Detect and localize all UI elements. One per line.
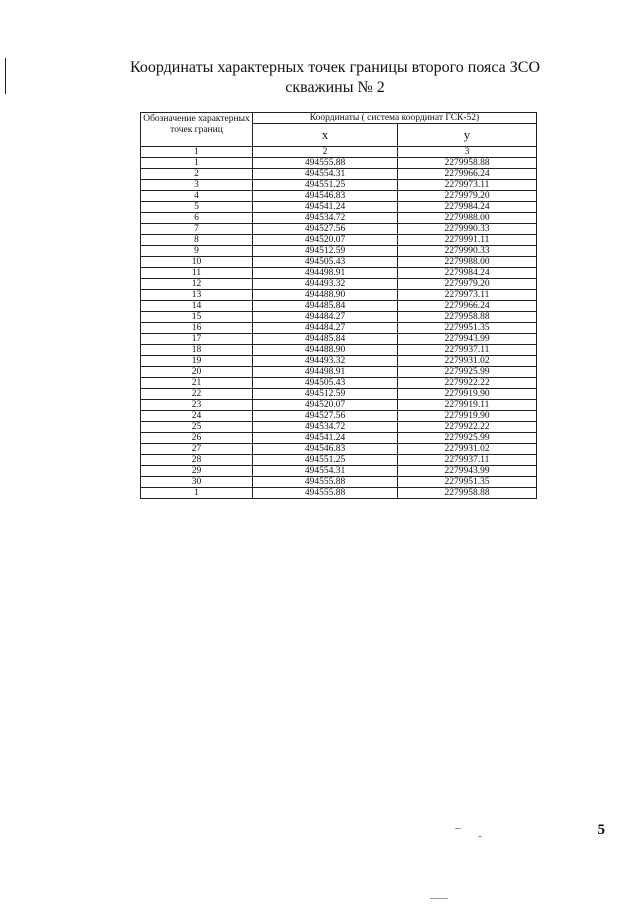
point-number-cell: 15	[141, 312, 253, 323]
x-coordinate-cell: 494520.07	[253, 235, 398, 246]
x-coordinate-cell: 494512.59	[253, 246, 398, 257]
title-line-2: скважины № 2	[285, 79, 385, 96]
table-row	[141, 367, 537, 378]
x-coordinate-cell: 494534.72	[253, 213, 398, 224]
y-coordinate-cell: 2279922.22	[398, 422, 537, 433]
point-number-cell: 13	[141, 290, 253, 301]
y-coordinate-cell: 2279937.11	[398, 345, 537, 356]
document-title	[120, 58, 550, 98]
y-coordinate-cell: 2279991.11	[398, 235, 537, 246]
point-number-cell: 2	[141, 169, 253, 180]
y-coordinate-cell: 2279979.20	[398, 279, 537, 290]
x-coordinate-cell: 494485.84	[253, 334, 398, 345]
point-number-cell: 20	[141, 367, 253, 378]
x-coordinate-cell: 494546.83	[253, 191, 398, 202]
point-number-cell: 7	[141, 224, 253, 235]
y-coordinate-cell: 2279958.88	[398, 488, 537, 499]
x-coordinate-cell: 494555.88	[253, 158, 398, 169]
table-row	[141, 158, 537, 169]
y-coordinate-cell: 2279979.20	[398, 191, 537, 202]
point-number-cell: 1	[141, 488, 253, 499]
table-row	[141, 488, 537, 499]
point-number-cell: 19	[141, 356, 253, 367]
x-coordinate-cell: 494488.90	[253, 345, 398, 356]
table-row	[141, 180, 537, 191]
table-row	[141, 477, 537, 488]
point-number-cell: 22	[141, 389, 253, 400]
point-number-cell: 30	[141, 477, 253, 488]
point-number-cell: 24	[141, 411, 253, 422]
y-coordinate-cell: 2279966.24	[398, 301, 537, 312]
header-coordinates: Координаты ( система координат ГСК-52)	[253, 113, 537, 124]
table-row	[141, 235, 537, 246]
scan-speck	[455, 828, 461, 829]
y-coordinate-cell: 2279931.02	[398, 356, 537, 367]
table-row	[141, 191, 537, 202]
x-coordinate-cell: 494527.56	[253, 411, 398, 422]
point-number-cell: 5	[141, 202, 253, 213]
column-number: 2	[253, 147, 398, 158]
header-y: y	[398, 124, 537, 147]
point-number-cell: 8	[141, 235, 253, 246]
table-row	[141, 323, 537, 334]
point-number-cell: 14	[141, 301, 253, 312]
y-coordinate-cell: 2279943.99	[398, 466, 537, 477]
table-row	[141, 334, 537, 345]
page-edge-mark	[5, 58, 6, 94]
y-coordinate-cell: 2279919.90	[398, 389, 537, 400]
y-coordinate-cell: 2279958.88	[398, 158, 537, 169]
table-row	[141, 389, 537, 400]
point-number-cell: 3	[141, 180, 253, 191]
y-coordinate-cell: 2279973.11	[398, 180, 537, 191]
point-number-cell: 16	[141, 323, 253, 334]
header-x: x	[253, 124, 398, 147]
y-coordinate-cell: 2279990.33	[398, 224, 537, 235]
y-coordinate-cell: 2279973.11	[398, 290, 537, 301]
y-coordinate-cell: 2279988.00	[398, 257, 537, 268]
x-coordinate-cell: 494520.07	[253, 400, 398, 411]
x-coordinate-cell: 494546.83	[253, 444, 398, 455]
point-number-cell: 1	[141, 158, 253, 169]
point-number-cell: 28	[141, 455, 253, 466]
table-row	[141, 257, 537, 268]
table-row	[141, 213, 537, 224]
y-coordinate-cell: 2279958.88	[398, 312, 537, 323]
point-number-cell: 18	[141, 345, 253, 356]
page-number: 5	[597, 822, 605, 838]
point-number-cell: 10	[141, 257, 253, 268]
x-coordinate-cell: 494512.59	[253, 389, 398, 400]
x-coordinate-cell: 494505.43	[253, 257, 398, 268]
y-coordinate-cell: 2279966.24	[398, 169, 537, 180]
point-number-cell: 11	[141, 268, 253, 279]
x-coordinate-cell: 494498.91	[253, 367, 398, 378]
point-number-cell: 6	[141, 213, 253, 224]
x-coordinate-cell: 494551.25	[253, 455, 398, 466]
table-row	[141, 466, 537, 477]
table-row	[141, 411, 537, 422]
x-coordinate-cell: 494484.27	[253, 323, 398, 334]
y-coordinate-cell: 2279919.11	[398, 400, 537, 411]
y-coordinate-cell: 2279990.33	[398, 246, 537, 257]
table-row	[141, 202, 537, 213]
table-row	[141, 301, 537, 312]
point-number-cell: 27	[141, 444, 253, 455]
point-number-cell: 29	[141, 466, 253, 477]
x-coordinate-cell: 494505.43	[253, 378, 398, 389]
table-row	[141, 455, 537, 466]
y-coordinate-cell: 2279984.24	[398, 268, 537, 279]
header-designation: Обозначение характерных точек границ	[141, 113, 253, 147]
point-number-cell: 12	[141, 279, 253, 290]
point-number-cell: 25	[141, 422, 253, 433]
table-row	[141, 279, 537, 290]
point-number-cell: 26	[141, 433, 253, 444]
table-row	[141, 378, 537, 389]
x-coordinate-cell: 494493.32	[253, 356, 398, 367]
scan-speck	[430, 898, 448, 899]
x-coordinate-cell: 494488.90	[253, 290, 398, 301]
y-coordinate-cell: 2279984.24	[398, 202, 537, 213]
x-coordinate-cell: 494554.31	[253, 169, 398, 180]
x-coordinate-cell: 494555.88	[253, 488, 398, 499]
x-coordinate-cell: 494534.72	[253, 422, 398, 433]
table-row	[141, 345, 537, 356]
column-number: 1	[141, 147, 253, 158]
point-number-cell: 4	[141, 191, 253, 202]
x-coordinate-cell: 494485.84	[253, 301, 398, 312]
table-row	[141, 356, 537, 367]
column-number-row	[141, 147, 537, 158]
y-coordinate-cell: 2279931.02	[398, 444, 537, 455]
y-coordinate-cell: 2279951.35	[398, 323, 537, 334]
scan-speck	[478, 836, 482, 837]
y-coordinate-cell: 2279925.99	[398, 433, 537, 444]
x-coordinate-cell: 494551.25	[253, 180, 398, 191]
table-row	[141, 268, 537, 279]
coordinates-table	[140, 112, 537, 499]
x-coordinate-cell: 494554.31	[253, 466, 398, 477]
x-coordinate-cell: 494555.88	[253, 477, 398, 488]
y-coordinate-cell: 2279943.99	[398, 334, 537, 345]
y-coordinate-cell: 2279922.22	[398, 378, 537, 389]
y-coordinate-cell: 2279919.90	[398, 411, 537, 422]
point-number-cell: 23	[141, 400, 253, 411]
point-number-cell: 17	[141, 334, 253, 345]
y-coordinate-cell: 2279951.35	[398, 477, 537, 488]
table-row	[141, 224, 537, 235]
y-coordinate-cell: 2279988.00	[398, 213, 537, 224]
table-row	[141, 290, 537, 301]
table-row	[141, 169, 537, 180]
x-coordinate-cell: 494541.24	[253, 433, 398, 444]
table-row	[141, 312, 537, 323]
x-coordinate-cell: 494498.91	[253, 268, 398, 279]
title-line-1: Координаты характерных точек границы второго пояса ЗСО	[129, 59, 541, 76]
column-number: 3	[398, 147, 537, 158]
table-row	[141, 400, 537, 411]
point-number-cell: 21	[141, 378, 253, 389]
table-row	[141, 444, 537, 455]
table-row	[141, 246, 537, 257]
table-body	[141, 158, 537, 499]
x-coordinate-cell: 494484.27	[253, 312, 398, 323]
y-coordinate-cell: 2279925.99	[398, 367, 537, 378]
x-coordinate-cell: 494493.32	[253, 279, 398, 290]
x-coordinate-cell: 494527.56	[253, 224, 398, 235]
table-row	[141, 422, 537, 433]
table-row	[141, 433, 537, 444]
x-coordinate-cell: 494541.24	[253, 202, 398, 213]
point-number-cell: 9	[141, 246, 253, 257]
y-coordinate-cell: 2279937.11	[398, 455, 537, 466]
